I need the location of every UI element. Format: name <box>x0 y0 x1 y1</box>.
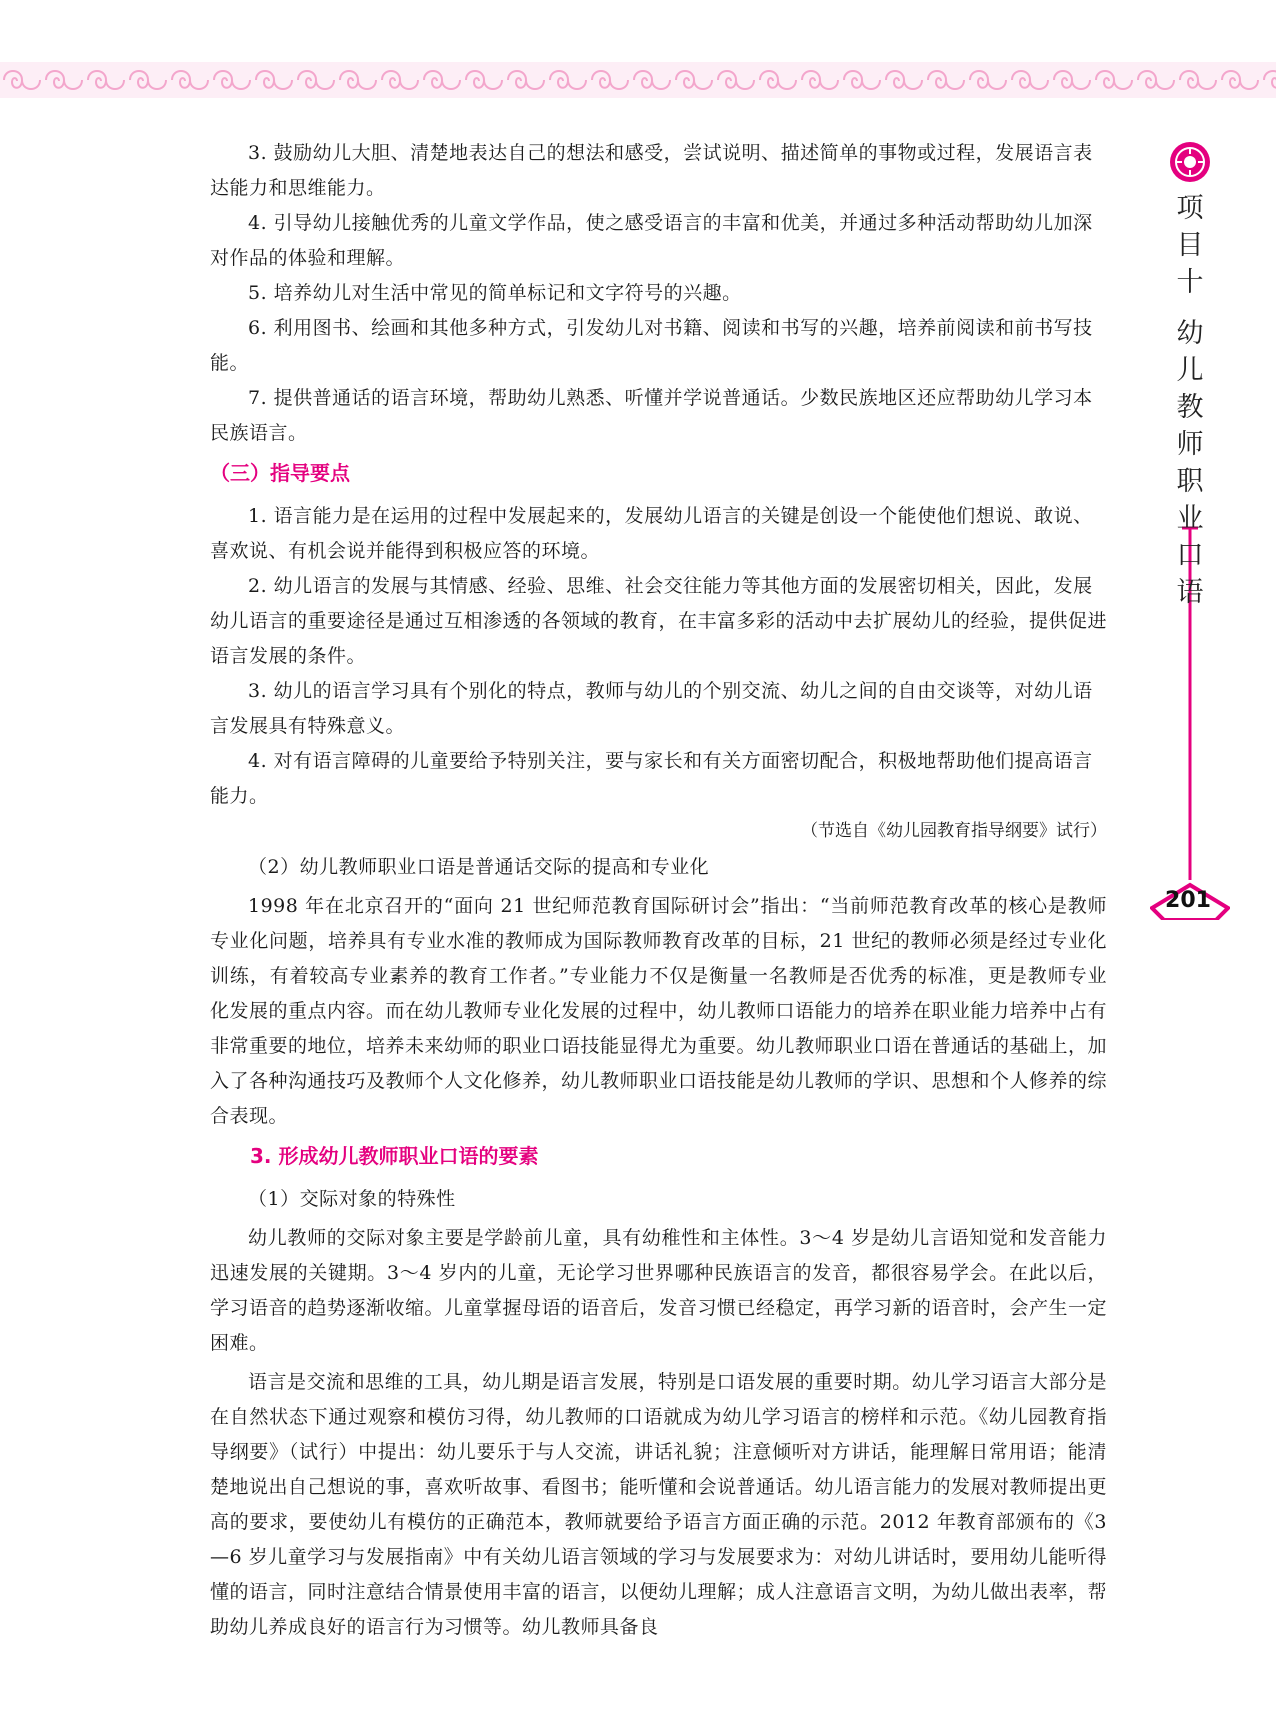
paragraph-audience: 幼儿教师的交际对象主要是学龄前儿童，具有幼稚性和主体性。3～4 岁是幼儿言语知觉和发音能力迅速发展的关键期。3～4 岁内的儿童，无论学习世界哪种民族语言的发音，都很容易学会。在此以后，学习语音的趋势逐渐收缩。儿童掌握母语的语音后，发音习惯已经稳定，再学习新的语音时，会产生一定困难。 <box>210 1227 1108 1354</box>
source-note: （节选自《幼儿园教育指导纲要》试行） <box>801 821 1107 841</box>
guidance-item: 3. 幼儿的语言学习具有个别化的特点，教师与幼儿的个别交流、幼儿之间的自由交谈等，对幼儿语言发展具有特殊意义。 <box>210 680 1093 737</box>
guidance-item: 2. 幼儿语言的发展与其情感、经验、思维、社会交往能力等其他方面的发展密切相关，因此，发展幼儿语言的重要途径是通过互相渗透的各领域的教育，在丰富多彩的活动中去扩展幼儿的经验，提供促进语言发展的条件。 <box>210 575 1108 667</box>
side-title-subject: 幼儿教师职业口语 <box>1176 318 1204 608</box>
section-heading-guidance: （三）指导要点 <box>210 461 350 485</box>
page-content <box>210 136 1107 1649</box>
paragraph-professionalization: 1998 年在北京召开的“面向 21 世纪师范教育国际研讨会”指出：“当前师范教育改革的核心是教师专业化问题，培养具有专业水准的教师成为国际教师教育改革的目标，21 世纪的教师必须是经过专业化训练，有着较高专业素养的教育工作者。”专业能力不仅是衡量一名教师是否优秀的标准，更是教师专业化发展的重点内容。而在幼儿教师专业化发展的过程中，幼儿教师口语能力的培养在职业能力培养中占有非常重要的地位，培养未来幼师的职业口语技能显得尤为重要。幼儿教师职业口语在普通话的基础上，加入了各种沟通技巧及教师个人文化修养，幼儿教师职业口语技能是幼儿教师的学识、思想和个人修养的综合表现。 <box>210 895 1108 1127</box>
subheading-audience: （1）交际对象的特殊性 <box>248 1188 456 1210</box>
goal-item: 7. 提供普通话的语言环境，帮助幼儿熟悉、听懂并学说普通话。少数民族地区还应帮助幼儿学习本民族语言。 <box>210 387 1093 444</box>
page-number: 201 <box>1165 888 1211 913</box>
side-title <box>1170 190 1210 611</box>
guidance-item: 4. 对有语言障碍的儿童要给予特别关注，要与家长和有关方面密切配合，积极地帮助他们提高语言能力。 <box>210 750 1093 807</box>
subheading-professionalization: （2）幼儿教师职业口语是普通话交际的提高和专业化 <box>248 856 710 878</box>
section-heading-elements: 3. 形成幼儿教师职业口语的要素 <box>250 1144 539 1168</box>
goal-item: 5. 培养幼儿对生活中常见的简单标记和文字符号的兴趣。 <box>248 282 742 304</box>
side-title-project: 项目十 <box>1176 193 1204 298</box>
guidance-item: 1. 语言能力是在运用的过程中发展起来的，发展幼儿语言的关键是创设一个能使他们想说、敢说、喜欢说、有机会说并能得到积极应答的环境。 <box>210 505 1093 562</box>
paragraph-language: 语言是交流和思维的工具，幼儿期是语言发展，特别是口语发展的重要时期。幼儿学习语言大部分是在自然状态下通过观察和模仿习得，幼儿教师的口语就成为幼儿学习语言的榜样和示范。《幼儿园教育指导纲要》（试行）中提出：幼儿要乐于与人交流，讲话礼貌；注意倾听对方讲话，能理解日常用语；能清楚地说出自己想说的事，喜欢听故事、看图书；能听懂和会说普通话。幼儿语言能力的发展对教师提出更高的要求，要使幼儿有模仿的正确范本，教师就要给予语言方面正确的示范。2012 年教育部颁布的《3—6 岁儿童学习与发展指南》中有关幼儿语言领域的学习与发展要求为：对幼儿讲话时，要用幼儿能听得懂的语言，同时注意结合情景使用丰富的语言，以便幼儿理解；成人注意语言文明，为幼儿做出表率，帮助幼儿养成良好的语言行为习惯等。幼儿教师具备良 <box>210 1371 1108 1638</box>
flower-medallion-icon <box>1170 142 1210 182</box>
goal-item: 6. 利用图书、绘画和其他多种方式，引发幼儿对书籍、阅读和书写的兴趣，培养前阅读和前书写技能。 <box>210 317 1093 374</box>
goal-item: 4. 引导幼儿接触优秀的儿童文学作品，使之感受语言的丰富和优美，并通过多种活动帮助幼儿加深对作品的体验和理解。 <box>210 212 1093 269</box>
goal-item: 3. 鼓励幼儿大胆、清楚地表达自己的想法和感受，尝试说明、描述简单的事物或过程，发展语言表达能力和思维能力。 <box>210 142 1093 199</box>
decorative-border <box>0 62 1276 98</box>
